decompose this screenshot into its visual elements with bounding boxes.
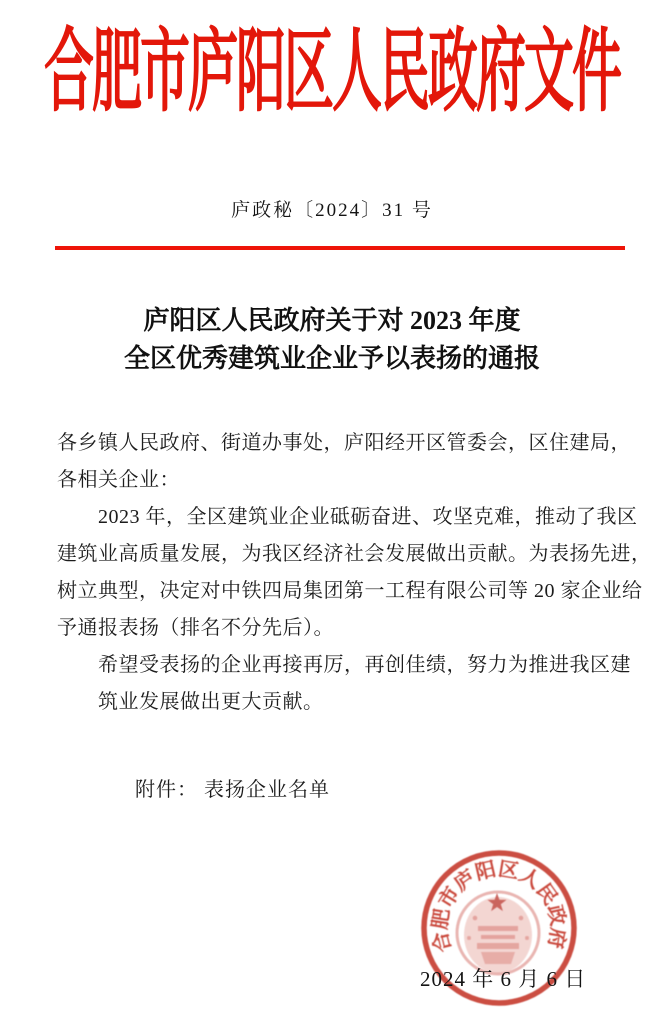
document-title-line-1: 庐阳区人民政府关于对 2023 年度 xyxy=(143,306,521,335)
body-line: 各相关企业： xyxy=(57,469,180,491)
body-line: 树立典型，决定对中铁四局集团第一工程有限公司等 20 家企业给 xyxy=(57,580,643,602)
body-line: 各乡镇人民政府、街道办事处，庐阳经开区管委会，区住建局， xyxy=(57,432,631,454)
national-emblem xyxy=(457,892,539,974)
document-number: 庐政秘〔2024〕31 号 xyxy=(231,200,433,221)
attachment-note: 附件： 表扬企业名单 xyxy=(135,779,330,801)
document-title xyxy=(20,302,644,378)
seal-text: 合肥市庐阳区人民政府 xyxy=(429,858,569,955)
signature-date: 2024 年 6 月 6 日 xyxy=(420,967,587,991)
body-line: 建筑业高质量发展，为我区经济社会发展做出贡献。为表扬先进， xyxy=(57,543,652,565)
letterhead-title: 合肥市庐阳区人民政府文件 xyxy=(44,20,620,123)
body-line: 予通报表扬（排名不分先后）。 xyxy=(57,617,334,639)
body-line: 2023 年，全区建筑业企业砥砺奋进、攻坚克难，推动了我区 xyxy=(98,506,638,528)
document-title-line-2: 全区优秀建筑业企业予以表扬的通报 xyxy=(123,344,540,373)
document-body xyxy=(57,425,652,721)
body-line: 希望受表扬的企业再接再厉，再创佳绩，努力为推进我区建 xyxy=(98,654,631,676)
red-divider-line xyxy=(55,246,625,250)
letterhead xyxy=(0,20,664,123)
body-line: 筑业发展做出更大贡献。 xyxy=(98,691,324,713)
